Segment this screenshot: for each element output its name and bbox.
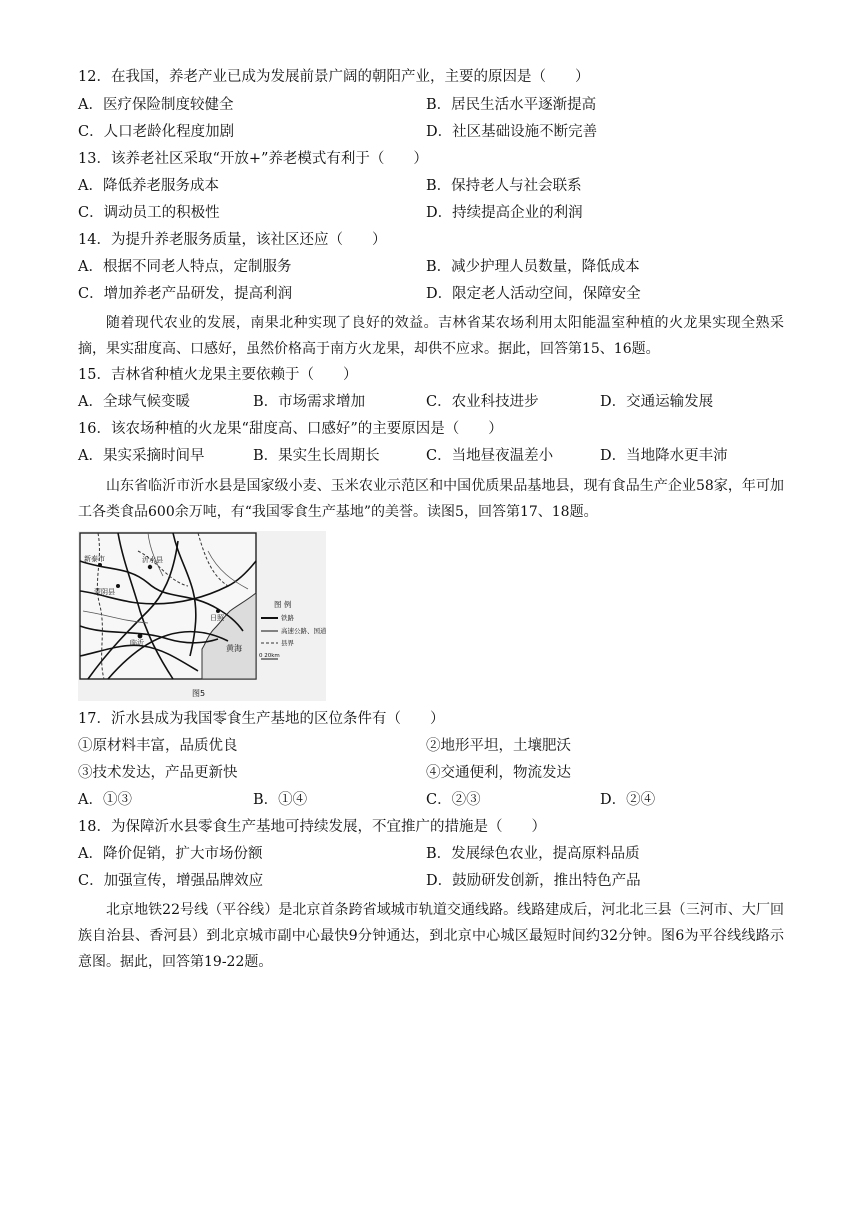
q14-option-d: D．限定老人活动空间，保障安全 xyxy=(426,286,641,302)
q18-option-b: B．发展绿色农业，提高原料品质 xyxy=(426,846,640,862)
q17-option-b: B．①④ xyxy=(253,792,308,808)
q16-option-b: B．果实生长周期长 xyxy=(253,448,380,464)
legend-highway: 高速公路、国道 xyxy=(281,627,326,635)
q14-option-c: C．增加养老产品研发，提高利润 xyxy=(78,286,293,302)
q17-option-c: C．②③ xyxy=(426,792,481,808)
q17-statement-1: ①原材料丰富，品质优良 xyxy=(78,738,238,754)
map-label-xintai: 新泰市 xyxy=(84,555,105,563)
q15-option-a: A．全球气候变暖 xyxy=(78,394,190,410)
legend-border: 县界 xyxy=(281,639,294,647)
q18-option-c: C．加强宣传，增强品牌效应 xyxy=(78,873,264,889)
q17-option-d: D．②④ xyxy=(600,792,656,808)
map-label-mengyin: 蒙阴县 xyxy=(94,588,115,596)
q17-statement-4: ④交通便利，物流发达 xyxy=(426,765,571,781)
q16-stem: 16．该农场种植的火龙果“甜度高、口感好”的主要原因是（ ） xyxy=(78,421,503,437)
q13-option-b: B．保持老人与社会联系 xyxy=(426,178,582,194)
q15-option-c: C．农业科技进步 xyxy=(426,394,539,410)
legend-rail: 铁路 xyxy=(281,614,294,622)
q17-statement-3: ③技术发达，产品更新快 xyxy=(78,765,238,781)
q13-option-d: D．持续提高企业的利润 xyxy=(426,205,583,221)
q15-stem: 15．吉林省种植火龙果主要依赖于（ ） xyxy=(78,367,358,383)
passage-19-22: 北京地铁22号线（平谷线）是北京首条跨省域城市轨道交通线路。线路建成后，河北北三县（三河市、大厂回族自治县、香河县）到北京城市副中心最快9分钟通达，到北京中心城区最短时间约32分钟。图6为平谷线线路示意图。据此，回答第19-22题。 xyxy=(78,902,784,970)
q14-option-a: A．根据不同老人特点，定制服务 xyxy=(78,259,292,275)
map-label-sea: 黄海 xyxy=(226,644,242,653)
q12-option-b: B．居民生活水平逐渐提高 xyxy=(426,97,597,113)
q18-option-d: D．鼓励研发创新，推出特色产品 xyxy=(426,873,641,889)
q12-stem: 12．在我国，养老产业已成为发展前景广阔的朝阳产业，主要的原因是（ ） xyxy=(78,69,590,85)
q16-option-a: A．果实采摘时间早 xyxy=(78,448,205,464)
map-label-yishui: 沂水县 xyxy=(142,556,163,564)
q12-option-a: A．医疗保险制度较健全 xyxy=(78,97,234,113)
q12-option-d: D．社区基础设施不断完善 xyxy=(426,124,598,140)
q17-option-a: A．①③ xyxy=(78,792,132,808)
q16-option-d: D．当地降水更丰沛 xyxy=(600,448,728,464)
figure-5-map xyxy=(78,531,326,701)
q13-stem: 13．该养老社区采取“开放+”养老模式有利于（ ） xyxy=(78,151,428,167)
q13-option-a: A．降低养老服务成本 xyxy=(78,178,219,194)
map-label-rizhao: 日照 xyxy=(210,614,224,622)
legend-scale: 0 20km xyxy=(259,653,280,659)
q13-option-c: C．调动员工的积极性 xyxy=(78,205,220,221)
q14-stem: 14．为提升养老服务质量，该社区还应（ ） xyxy=(78,232,387,248)
q12-option-c: C．人口老龄化程度加剧 xyxy=(78,124,235,140)
q17-statement-2: ②地形平坦，土壤肥沃 xyxy=(426,738,571,754)
map-label-linyi: 临沂 xyxy=(130,639,144,647)
q17-stem: 17．沂水县成为我国零食生产基地的区位条件有（ ） xyxy=(78,711,445,727)
q14-option-b: B．减少护理人员数量，降低成本 xyxy=(426,259,640,275)
legend-title: 图 例 xyxy=(274,600,292,609)
q18-option-a: A．降价促销，扩大市场份额 xyxy=(78,846,263,862)
passage-15-16: 随着现代农业的发展，南果北种实现了良好的效益。吉林省某农场利用太阳能温室种植的火龙果实现全熟采摘，果实甜度高、口感好，虽然价格高于南方火龙果，却供不应求。据此，回答第15、16题。 xyxy=(78,315,784,357)
figure-5-caption: 图5 xyxy=(192,689,206,698)
passage-17-18: 山东省临沂市沂水县是国家级小麦、玉米农业示范区和中国优质果品基地县，现有食品生产企业58家，年可加工各类食品600余万吨，有“我国零食生产基地”的美誉。读图5，回答第17、18题。 xyxy=(78,478,784,520)
q16-option-c: C．当地昼夜温差小 xyxy=(426,448,554,464)
q18-stem: 18．为保障沂水县零食生产基地可持续发展，不宜推广的措施是（ ） xyxy=(78,819,546,835)
q15-option-d: D．交通运输发展 xyxy=(600,394,714,410)
q15-option-b: B．市场需求增加 xyxy=(253,394,366,410)
